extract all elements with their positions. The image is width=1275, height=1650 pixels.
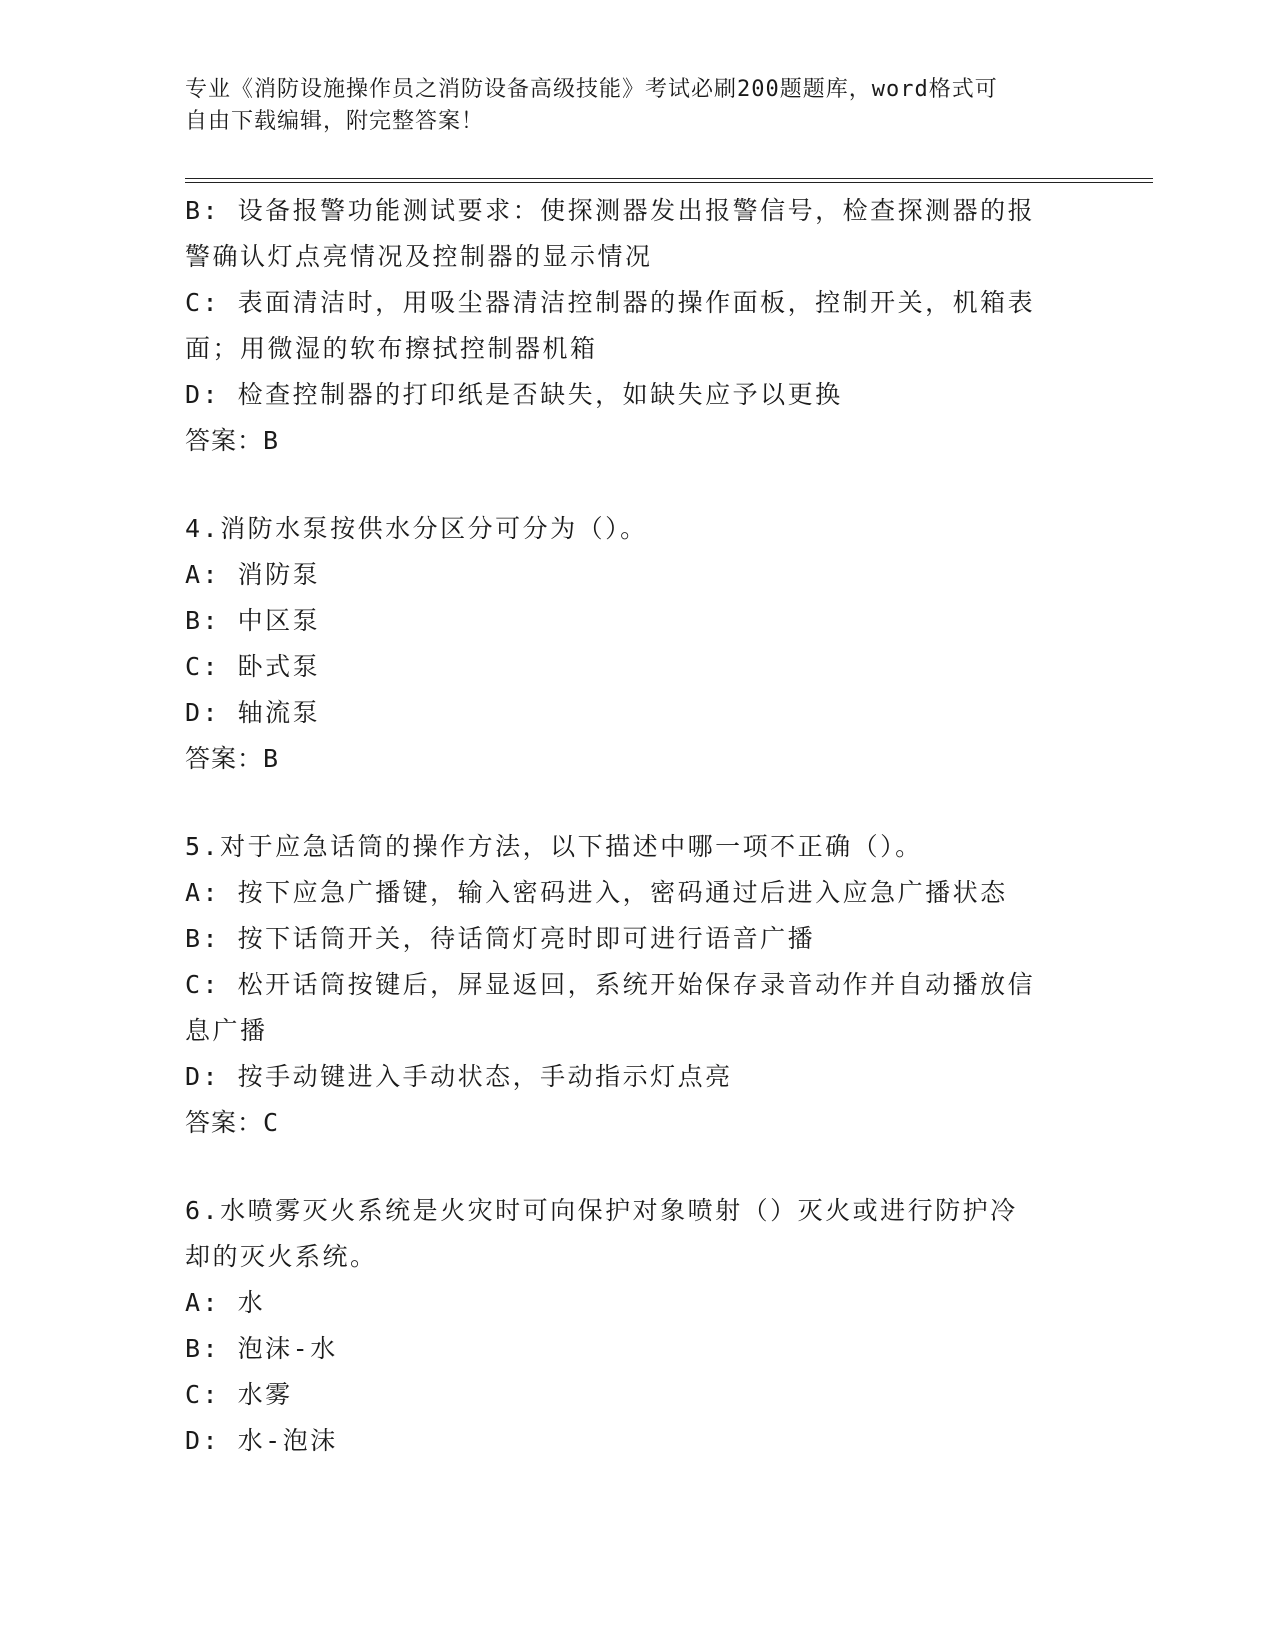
option-c: C: 卧式泵 <box>185 652 321 681</box>
question-4 <box>185 506 1085 782</box>
option-d: D: 水-泡沫 <box>185 1426 338 1455</box>
option-c-line-2: 息广播 <box>185 1016 268 1045</box>
option-c-line-1: C: 表面清洁时，用吸尘器清洁控制器的操作面板，控制开关，机箱表 <box>185 288 1036 317</box>
answer: 答案：B <box>185 426 280 455</box>
option-a: A: 按下应急广播键，输入密码进入，密码通过后进入应急广播状态 <box>185 878 1008 907</box>
header-divider-top <box>185 178 1153 179</box>
option-a: A: 消防泵 <box>185 560 321 589</box>
header-divider-bottom <box>185 182 1153 183</box>
question-text: 5.对于应急话筒的操作方法，以下描述中哪一项不正确（）。 <box>185 832 923 861</box>
header-line-1: 专业《消防设施操作员之消防设备高级技能》考试必刷200题题库，word格式可 <box>185 77 998 102</box>
spacer <box>185 782 1085 824</box>
question-text-line-1: 6.水喷雾灭火系统是火灾时可向保护对象喷射（）灭火或进行防护冷 <box>185 1196 1018 1225</box>
option-d: D: 按手动键进入手动状态，手动指示灯点亮 <box>185 1062 733 1091</box>
option-b-line-1: B: 设备报警功能测试要求：使探测器发出报警信号，检查探测器的报 <box>185 196 1036 225</box>
question-text: 4.消防水泵按供水分区分可分为（）。 <box>185 514 648 543</box>
question-3-continued <box>185 188 1085 464</box>
header-line-2: 自由下载编辑，附完整答案！ <box>185 109 485 134</box>
spacer <box>185 464 1085 506</box>
option-c: C: 水雾 <box>185 1380 293 1409</box>
answer: 答案：C <box>185 1108 280 1137</box>
option-d: D: 检查控制器的打印纸是否缺失，如缺失应予以更换 <box>185 380 843 409</box>
option-c-line-2: 面；用微湿的软布擦拭控制器机箱 <box>185 334 598 363</box>
option-b: B: 泡沫-水 <box>185 1334 338 1363</box>
option-c-line-1: C: 松开话筒按键后，屏显返回，系统开始保存录音动作并自动播放信 <box>185 970 1036 999</box>
document-header <box>185 74 1065 138</box>
option-a: A: 水 <box>185 1288 266 1317</box>
option-b: B: 按下话筒开关，待话筒灯亮时即可进行语音广播 <box>185 924 816 953</box>
question-list <box>185 188 1085 1464</box>
question-text-line-2: 却的灭火系统。 <box>185 1242 378 1271</box>
question-6 <box>185 1188 1085 1464</box>
question-5 <box>185 824 1085 1146</box>
option-b-line-2: 警确认灯点亮情况及控制器的显示情况 <box>185 242 653 271</box>
option-d: D: 轴流泵 <box>185 698 321 727</box>
answer: 答案：B <box>185 744 280 773</box>
spacer <box>185 1146 1085 1188</box>
option-b: B: 中区泵 <box>185 606 321 635</box>
